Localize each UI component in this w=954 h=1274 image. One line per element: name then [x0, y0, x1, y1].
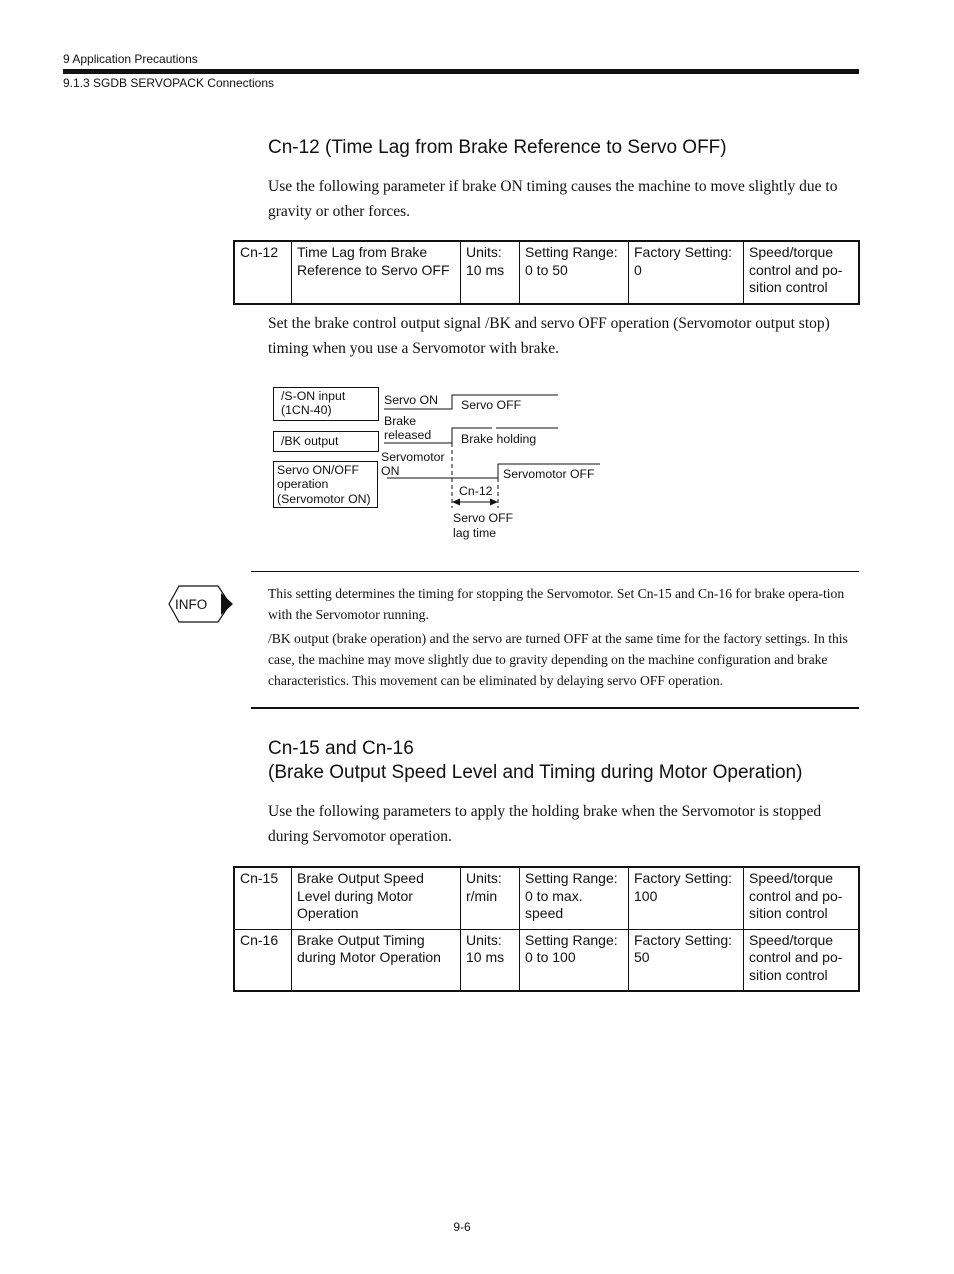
page-number: 9-6: [453, 1220, 471, 1234]
cn15-cn16-parameter-table: [233, 866, 860, 992]
servomotor-on-line1: Servomotor: [381, 450, 445, 464]
param-name: Brake Output Timing during Motor Operation: [292, 929, 461, 991]
param-range: Setting Range: 0 to 100: [520, 929, 629, 991]
info-top-rule: [251, 571, 859, 572]
param-control-mode: Speed/torque control and po-sition control: [744, 867, 860, 929]
param-factory-setting: Factory Setting: 50: [629, 929, 744, 991]
servo-on-label: Servo ON: [384, 393, 438, 407]
cn15-heading-line2: (Brake Output Speed Level and Timing during Motor Operation): [268, 762, 803, 783]
param-name: Brake Output Speed Level during Motor Operation: [292, 867, 461, 929]
servomotor-on-line2: ON: [381, 464, 400, 478]
page-number-wrap: [0, 1220, 954, 1234]
param-units: Units: r/min: [461, 867, 520, 929]
op-label-line3: (Servomotor ON): [277, 492, 371, 506]
info-bottom-rule: [251, 707, 859, 709]
cn12-label: Cn-12: [459, 484, 493, 498]
cn12-parameter-table: [233, 240, 860, 305]
info-icon-label: INFO: [175, 597, 208, 612]
brake-released-line2: released: [384, 428, 432, 442]
brake-holding-label: Brake holding: [461, 432, 537, 446]
chapter-header: 9 Application Precautions: [63, 52, 198, 66]
servomotor-off-label: Servomotor OFF: [503, 467, 595, 481]
cn12-arrow-left-head: [452, 499, 460, 506]
cn12-heading: Cn-12 (Time Lag from Brake Reference to Servo OFF): [268, 137, 727, 158]
son-label-line2: (1CN-40): [281, 403, 332, 417]
lag-time-line2: lag time: [453, 526, 497, 540]
info-paragraph-2: /BK output (brake operation) and the servo are turned OFF at the same time for the factory settings. In this case, the machine may move slightly due to gravity depending on the machine configuration and brake characteristics. This movement can be eliminated by delaying servo OFF operation.: [268, 631, 848, 688]
cn15-heading-line1: Cn-15 and Cn-16: [268, 738, 414, 759]
section-header: 9.1.3 SGDB SERVOPACK Connections: [63, 76, 274, 90]
timing-diagram: [260, 380, 620, 550]
op-label-line2: operation: [277, 477, 329, 491]
brake-released-line1: Brake: [384, 414, 417, 428]
table-row: [234, 867, 859, 929]
param-control-mode: Speed/torque control and po-sition control: [744, 929, 860, 991]
param-range: Setting Range: 0 to 50: [520, 241, 629, 304]
info-icon: [166, 583, 238, 625]
cn12-arrow-right-head: [490, 499, 498, 506]
cn12-intro: Use the following parameter if brake ON timing causes the machine to move slightly due to gravity or other forces.: [268, 178, 838, 220]
header-rule: [63, 69, 859, 74]
param-range: Setting Range: 0 to max. speed: [520, 867, 629, 929]
bk-label: /BK output: [281, 434, 339, 448]
table-row: [234, 241, 859, 304]
op-label-line1: Servo ON/OFF: [277, 463, 359, 477]
param-factory-setting: Factory Setting: 0: [629, 241, 744, 304]
param-code: Cn-16: [234, 929, 292, 991]
param-factory-setting: Factory Setting: 100: [629, 867, 744, 929]
param-units: Units: 10 ms: [461, 929, 520, 991]
info-paragraph-1: This setting determines the timing for stopping the Servomotor. Set Cn-15 and Cn-16 for brake opera-tion with the Servomotor running.: [268, 586, 845, 622]
param-control-mode: Speed/torque control and po-sition control: [744, 241, 860, 304]
table-row: [234, 929, 859, 991]
lag-time-line1: Servo OFF: [453, 511, 514, 525]
param-units: Units: 10 ms: [461, 241, 520, 304]
cn12-after-text: Set the brake control output signal /BK and servo OFF operation (Servomotor output stop) timing when you use a Servomotor with brake.: [268, 315, 830, 357]
param-code: Cn-15: [234, 867, 292, 929]
param-code: Cn-12: [234, 241, 292, 304]
servo-off-label: Servo OFF: [461, 398, 522, 412]
param-name: Time Lag from Brake Reference to Servo OFF: [292, 241, 461, 304]
info-note: [268, 583, 860, 694]
son-label-line1: /S-ON input: [281, 389, 346, 403]
cn15-intro: Use the following parameters to apply the holding brake when the Servomotor is stopped during Servomotor operation.: [268, 803, 822, 845]
